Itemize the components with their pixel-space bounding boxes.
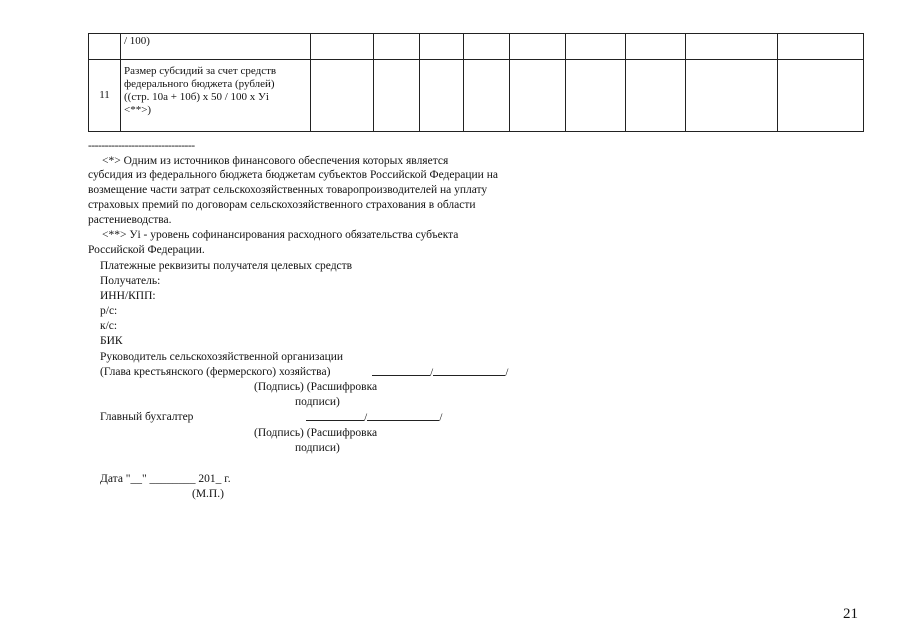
footnote-separator: -------------------------------- — [88, 140, 195, 152]
page-number: 21 — [843, 606, 858, 622]
stamp-place: (М.П.) — [192, 488, 224, 500]
date-field: Дата "__" ________ 201_ г. — [100, 473, 231, 485]
accountant-signature-line: / / — [306, 410, 442, 425]
table-row — [89, 34, 864, 60]
row-description: Размер субсидий за счет средств федерального бюджета (рублей) ((стр. 10а + 10б) x 50 / 100 x Уi <**>) — [121, 60, 311, 132]
row-description: / 100) — [121, 34, 311, 60]
row-number: 11 — [89, 60, 121, 132]
head-signature-line: / / — [372, 365, 508, 380]
subsidy-table — [88, 33, 864, 132]
row-number — [89, 34, 121, 60]
table-row — [89, 60, 864, 132]
